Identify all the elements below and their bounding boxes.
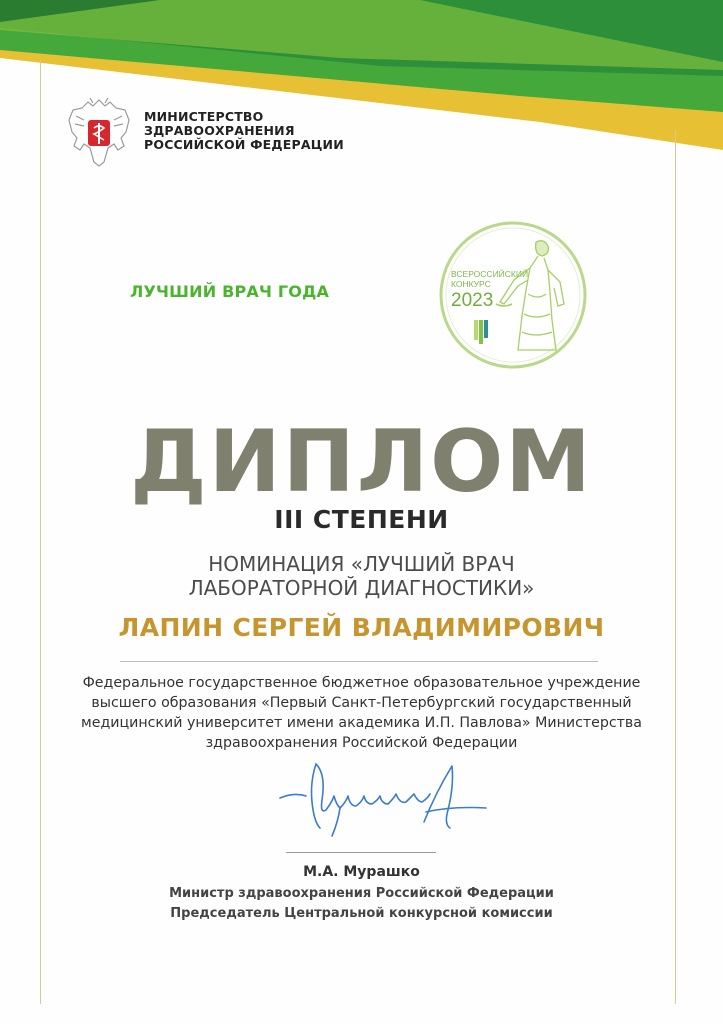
signature-line	[286, 852, 436, 853]
badge-line-2: КОНКУРС	[451, 279, 491, 289]
institution-line: высшего образования «Первый Санкт-Петербургский государственный	[91, 695, 632, 711]
institution-text	[0, 673, 723, 753]
ministry-name-line: МИНИСТЕРСТВО	[144, 109, 264, 124]
ministry-name-line: ЗДРАВООХРАНЕНИЯ	[144, 123, 295, 138]
institution-line: здравоохранения Российской Федерации	[205, 735, 518, 751]
signatory-role-line: Министр здравоохранения Российской Федерации	[169, 886, 554, 901]
diploma-title: ДИПЛОМ	[130, 412, 593, 512]
handwritten-signature	[276, 752, 491, 850]
divider	[120, 661, 598, 662]
signatory-role-line: Председатель Центральной конкурсной комиссии	[170, 906, 553, 921]
diploma-degree: III СТЕПЕНИ	[274, 505, 449, 534]
badge-line-1: ВСЕРОССИЙСКИЙ	[451, 269, 529, 279]
badge-year: 2023	[451, 290, 494, 311]
nomination	[0, 552, 723, 600]
institution-line: медицинский университет имени академика И.П. Павлова» Министерства	[81, 715, 642, 731]
institution-line: Федеральное государственное бюджетное образовательное учреждение	[82, 675, 641, 691]
contest-badge	[438, 220, 588, 370]
eagle-emblem-icon	[64, 94, 134, 170]
ministry-header	[64, 94, 364, 174]
contest-title: ЛУЧШИЙ ВРАЧ ГОДА	[130, 282, 330, 301]
nomination-line: ЛАБОРАТОРНОЙ ДИАГНОСТИКИ»	[188, 576, 535, 600]
nomination-line: НОМИНАЦИЯ «ЛУЧШИЙ ВРАЧ	[208, 552, 515, 576]
ministry-name-line: РОССИЙСКОЙ ФЕДЕРАЦИИ	[144, 137, 344, 152]
ministry-name	[144, 110, 344, 152]
signatory-name: М.А. Мурашко	[303, 864, 420, 880]
laureate-name: ЛАПИН СЕРГЕЙ ВЛАДИМИРОВИЧ	[118, 613, 605, 642]
signatory-role	[0, 884, 723, 924]
